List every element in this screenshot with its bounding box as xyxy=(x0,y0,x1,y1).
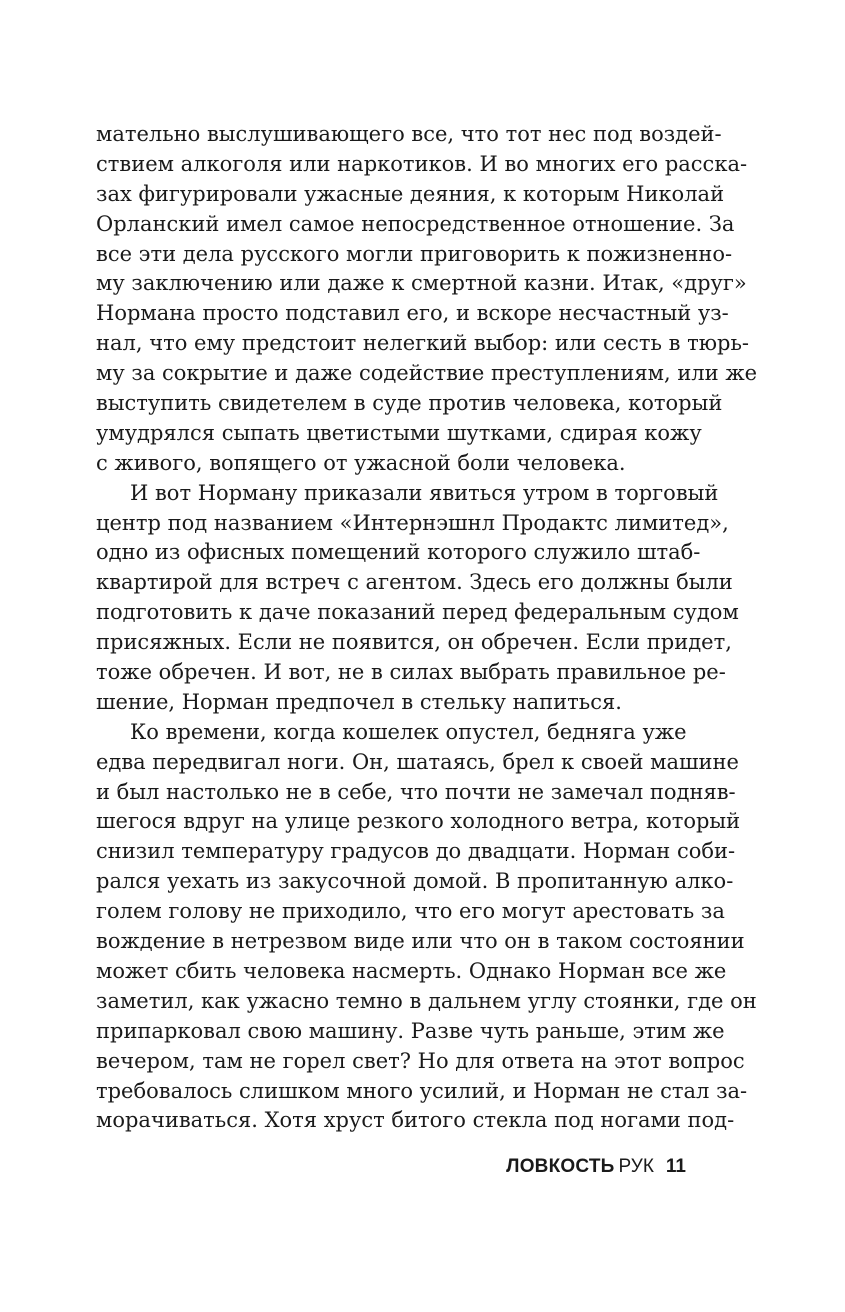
text-line: вождение в нетрезвом виде или что он в таком состоянии xyxy=(96,929,745,954)
text-line: может сбить человека насмерть. Однако Норман все же xyxy=(96,958,727,983)
text-line: квартирой для встреч с агентом. Здесь его должны были xyxy=(96,570,733,595)
text-line: выступить свидетелем в суде против человека, который xyxy=(96,391,723,416)
text-line: требовалось слишком много усилий, и Норман не стал за- xyxy=(96,1078,748,1103)
text-line: шегося вдруг на улице резкого холодного ветра, который xyxy=(96,809,741,834)
text-line: мательно выслушивающего все, что тот нес под воздей- xyxy=(96,122,722,146)
text-line: с живого, вопящего от ужасной боли человека. xyxy=(96,450,626,475)
text-line: зах фигурировали ужасные деяния, к которым Николай xyxy=(96,181,725,206)
text-line: одно из офисных помещений которого служило штаб- xyxy=(96,540,701,565)
body-text xyxy=(96,120,758,1136)
text-line: Ко времени, когда кошелек опустел, бедняга уже xyxy=(130,719,687,744)
text-line: заметил, как ужасно темно в дальнем углу стоянки, где он xyxy=(96,988,757,1013)
text-line: и был настолько не в себе, что почти не замечал подняв- xyxy=(96,779,736,804)
text-line: му за сокрытие и даже содействие преступлениям, или же xyxy=(96,361,758,386)
text-line: снизил температуру градусов до двадцати. Норман соби- xyxy=(96,839,736,864)
text-line: морачиваться. Хотя хруст битого стекла под ногами под- xyxy=(96,1108,735,1133)
text-line: голем голову не приходило, что его могут арестовать за xyxy=(96,899,725,924)
text-line: И вот Норману приказали явиться утром в торговый xyxy=(130,480,719,505)
text-line: умудрялся сыпать цветистыми шутками, сдирая кожу xyxy=(96,420,702,445)
text-line: ствием алкоголя или наркотиков. И во многих его расска- xyxy=(96,151,748,176)
page-number: 11 xyxy=(665,1156,686,1177)
text-line: едва передвигал ноги. Он, шатаясь, брел к своей машине xyxy=(96,749,739,774)
book-title-regular: РУК xyxy=(618,1156,654,1177)
running-footer xyxy=(506,1152,686,1182)
text-line: присяжных. Если не появится, он обречен. Если придет, xyxy=(96,630,732,655)
text-line: подготовить к даче показаний перед федеральным судом xyxy=(96,600,739,625)
text-line: Орланский имел самое непосредственное отношение. За xyxy=(96,211,735,236)
text-line: шение, Норман предпочел в стельку напиться. xyxy=(96,689,622,714)
book-title-bold: ЛОВКОСТЬ xyxy=(506,1156,615,1177)
text-line: вечером, там не горел свет? Но для ответа на этот вопрос xyxy=(96,1048,745,1073)
text-line: рался уехать из закусочной домой. В пропитанную алко- xyxy=(96,869,734,894)
text-line: припарковал свою машину. Разве чуть раньше, этим же xyxy=(96,1018,725,1043)
text-line: нал, что ему предстоит нелегкий выбор: или сесть в тюрь- xyxy=(96,331,749,356)
text-line: центр под названием «Интернэшнл Продактс лимитед», xyxy=(96,510,729,535)
text-line: Нормана просто подставил его, и вскоре несчастный уз- xyxy=(96,301,729,326)
text-line: му заключению или даже к смертной казни. Итак, «друг» xyxy=(96,271,747,296)
text-line: все эти дела русского могли приговорить к пожизненно- xyxy=(96,241,733,266)
text-line: тоже обречен. И вот, не в силах выбрать правильное ре- xyxy=(96,660,726,685)
